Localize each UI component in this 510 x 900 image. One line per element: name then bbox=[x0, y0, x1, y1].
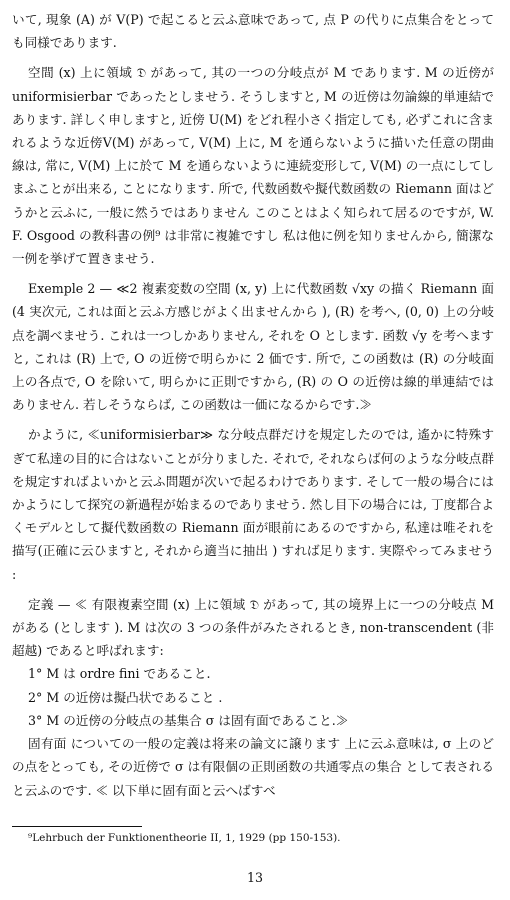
paragraph-exemple-2: Exemple 2 — ≪2 複素変数の空間 (x, y) 上に代数函数 √xy の描く Riemann 面 (4 実次元, これは面と云ふ方感じがよく出ませんから ), (R) を考へ, (0, 0) 上の分岐点を調べませう. これは一つしかありません, それを O とします. 函数 √y を考へますと, これは (R) 上で, O の近傍で明らかに 2 価です. 所で, この函数は (R) の分岐面上の各点で, O を除いて, 明らかに正則ですから, (R) の O の近傍は線的単連結ではありません. 若しそうならば, この函数は一価になるからです.≫ bbox=[12, 281, 494, 413]
paragraph-branch-points: かように, ≪uniformisierbar≫ な分岐点群だけを規定したのでは, 遙かに特殊すぎて私達の目的に合はないことが分りました. それで, それならば何のような分岐点群を規定すればよいかと云ふ問題が次いで起るわけであります. そして一般の場合には かようにして探究の新過程が始まるのでありませう. 然し目下の場合には, 丁度都合よくモデルとして擬代数函数の Riemann 面が眼前にあるのですから, 私達は唯それを描写(正確に云ひますと, それから適当に抽出 ) すれば足ります. 実際やってみませう : bbox=[12, 427, 494, 582]
footnote-rule bbox=[12, 826, 142, 827]
paragraph-opening: いて, 現象 (A) が V(P) で起こると云ふ意味であって, 点 P の代りに点集合をとっても同様であります. bbox=[12, 12, 494, 51]
condition-2: 2° M の近傍は擬凸状であること . bbox=[28, 689, 223, 705]
paragraph-uniformisierbar: 空間 (x) 上に領域 𝔇 があって, 其の一つの分岐点が M であります. M の近傍が uniformisierbar であったとしませう. そうしますと, M の近傍は勿論線的単連結であります. 詳しく申しますと, 近傍 U(M) をどれ程小さく指定しても, 必ずこれに含まれるような近傍V(M) があって, V(M) 上に, M を通らないように描いた任意の閉曲線は, 常に, V(M) 上に於て M を通らないように連続変形して, V(M) の一点にしてしまふことが出来る, ことになります. 所で, 代数函数や擬代数函数の Riemann 面はどうかと云ふに, 一般に然うではありません このことはよく知られて居るのですが, W. F. Osgood の教科書の例⁹ は非常に複雑ですし 私は他に例を知りませんから, 簡潔な一例を挙げて置きませう. bbox=[12, 65, 494, 267]
paragraph-definition: 定義 — ≪ 有限複素空間 (x) 上に領域 𝔇 があって, 其の境界上に一つの分岐点 M がある (とします ). M は次の 3 つの条件がみたされるとき, non-transcendent (非超越) であると呼ばれます: bbox=[12, 596, 494, 659]
page-number: 13 bbox=[246, 870, 264, 885]
paragraph-proper-surface: 固有面 についての一般の定義は将来の論文に譲ります 上に云ふ意味は, σ 上のどの点をとっても, その近傍で σ は有限個の正則函数の共通零点の集合 として表されると云ふのです. ≪ 以下単に固有面と云へばすべ bbox=[12, 736, 494, 798]
page-body bbox=[12, 8, 494, 802]
footnote: ⁹Lehrbuch der Funktionentheorie II, 1, 1929 (pp 150-153). bbox=[28, 832, 341, 844]
condition-1: 1° M は ordre fini であること. bbox=[28, 666, 211, 682]
condition-3: 3° M の近傍の分岐点の基集合 σ は固有面であること.≫ bbox=[28, 712, 349, 728]
conditions-list bbox=[12, 662, 494, 732]
